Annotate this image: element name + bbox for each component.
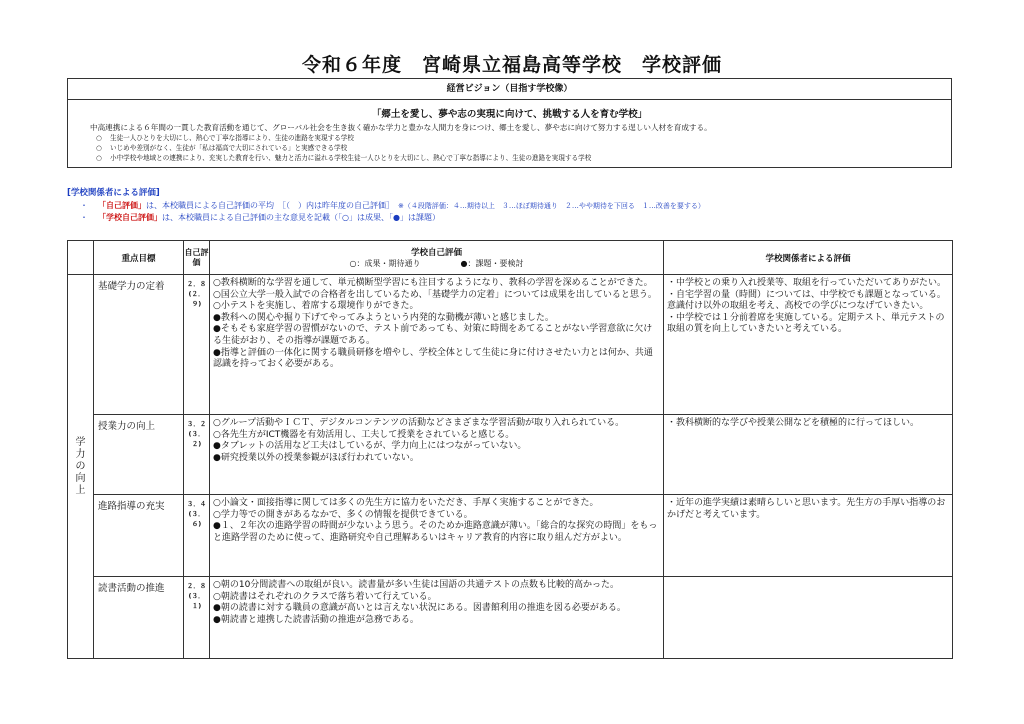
table-row [68,415,953,495]
score-cell: ３．４ (３．６) [184,495,210,577]
evaluation-note-line: ・ 「学校自己評価」は、本校職員による自己評価の主な意見を記載（「○」は成果、「●」は課題） [80,213,440,222]
self-evaluation-cell: ○小論文・面接指導に関しては多くの先生方に協力をいただき、手厚く実施することができた。 ○学力等での開きがあるなかで、多くの情報を提供できている。 ●１、２年次の進路学習の時間が少ないよう思う。そのためか進路意識が薄い。「総合的な探究の時間」をもっと進路学習のために使って、進路研究や自己理解あるいはキャリア教育的内容に取り組んだ方がよい。 [210,495,664,577]
table-row [68,275,953,415]
evaluation-heading: [学校関係者による評価] [67,188,160,198]
evaluation-note-line: ・ 「自己評価」は、本校職員による自己評価の平均 ［（ ）内は昨年度の自己評価］ ※（４段階評価：４…期待以上 ３…ほぼ期待通り ２…やや期待を下回る １…改善を要する） [80,201,705,210]
table-row [68,577,953,659]
focus-topic: 授業力の向上 [94,415,184,495]
vision-heading: 経営ビジョン（目指す学校像） [68,79,951,100]
evaluation-table [67,240,953,659]
table-row [68,495,953,577]
focus-topic: 読書活動の推進 [94,577,184,659]
external-evaluation-cell: ・教科横断的な学びや授業公開などを積極的に行ってほしい。 [664,415,953,495]
category-cell: 学力の向上 [68,275,94,659]
header-focus: 重点目標 [94,241,184,275]
external-evaluation-cell: ・中学校との乗り入れ授業等、取組を行っていただいてありがたい。 ・自宅学習の量（時間）については、中学校でも課題となっている。意識付け以外の取組を考え、高校での学びにつなげていきたい。 ・中学校では１分前着席を実施している。定期テスト、単元テストの取組の質を向上していきたいと考えている。 [664,275,953,415]
vision-item: ○ 小中学校や地域との連携により、充実した教育を行い、魅力と活力に溢れる学校生徒一人ひとりを大切にし、熱心で丁寧な指導により、生徒の進路を実現する学校 [96,154,592,162]
score-cell: ３．２ (３．２) [184,415,210,495]
score-cell: ２．８ (２．９) [184,275,210,415]
header-score: 自己評価 [184,241,210,275]
vision-text: 中高連携による６年間の一貫した教育活動を通じて、グローバル社会を生き抜く確かな学力と豊かな人間力を身につけ、郷土を愛し、夢や志に向けて努力する逞しい人材を育成する。 [90,123,712,132]
self-evaluation-cell: ○教科横断的な学習を通して、単元横断型学習にも注目するようになり、教科の学習を深めることができた。 ○国公立大学一般入試での合格者を出しているため、「基礎学力の定着」については成果を出していると思う。 ○小テストを実施し、着席する環境作りができた。 ●教科への関心や掘り下げてやってみようという内発的な動機が薄いと感じました。 ●そもそも家庭学習の習慣がないので、テスト前であっても、対策に時間をあてることがない学習意欲に欠ける生徒がおり、その指導が課題である。 ●指導と評価の一体化に関する職員研修を増やし、学校全体として生徒に身に付けさせたい力とは何か、共通認識を持っておく必要がある。 [210,275,664,415]
external-evaluation-cell [664,577,953,659]
self-evaluation-cell: ○朝の10分間読書への取組が良い。読書量が多い生徒は国語の共通テストの点数も比較的高かった。 ○朝読書はそれぞれのクラスで落ち着いて行えている。 ●朝の読書に対する職員の意識が高いとは言えない状況にある。図書館利用の推進を図る必要がある。 ●朝読書と連携した読書活動の推進が急務である。 [210,577,664,659]
page-title: 令和６年度 宮崎県立福島高等学校 学校評価 [301,54,722,76]
header-external-evaluation: 学校関係者による評価 [664,241,953,275]
focus-topic: 進路指導の充実 [94,495,184,577]
self-evaluation-cell: ○グループ活動やＩＣＴ、デジタルコンテンツの活動などさまざまな学習活動が取り入れられている。 ○各先生方がICT機器を有効活用し、工夫して授業をされていると感じる。 ●タブレットの活用など工夫はしているが、学力向上にはつながっていない。 ●研究授業以外の授業参観がほぼ行われていない。 [210,415,664,495]
vision-item: ○ 生徒一人ひとりを大切にし、熱心で丁寧な指導により、生徒の進路を実現する学校 [96,134,354,142]
vision-slogan: 「郷土を愛し、夢や志の実現に向けて、挑戦する人を育む学校」 [371,109,648,120]
external-evaluation-cell: ・近年の進学実績は素晴らしいと思います。先生方の手厚い指導のおかげだと考えています。 [664,495,953,577]
score-cell: ２．８ (３．１) [184,577,210,659]
header-blank [68,241,94,275]
header-self-legend: ○：成果・期待通り ●：課題・要検討 [349,259,524,268]
header-self-evaluation: 学校自己評価 ○：成果・期待通り ●：課題・要検討 [210,241,664,275]
focus-topic: 基礎学力の定着 [94,275,184,415]
vision-item: ○ いじめや差別がなく、生徒が「私は福高で大切にされている」と実感できる学校 [96,144,348,152]
vision-box [67,78,952,168]
